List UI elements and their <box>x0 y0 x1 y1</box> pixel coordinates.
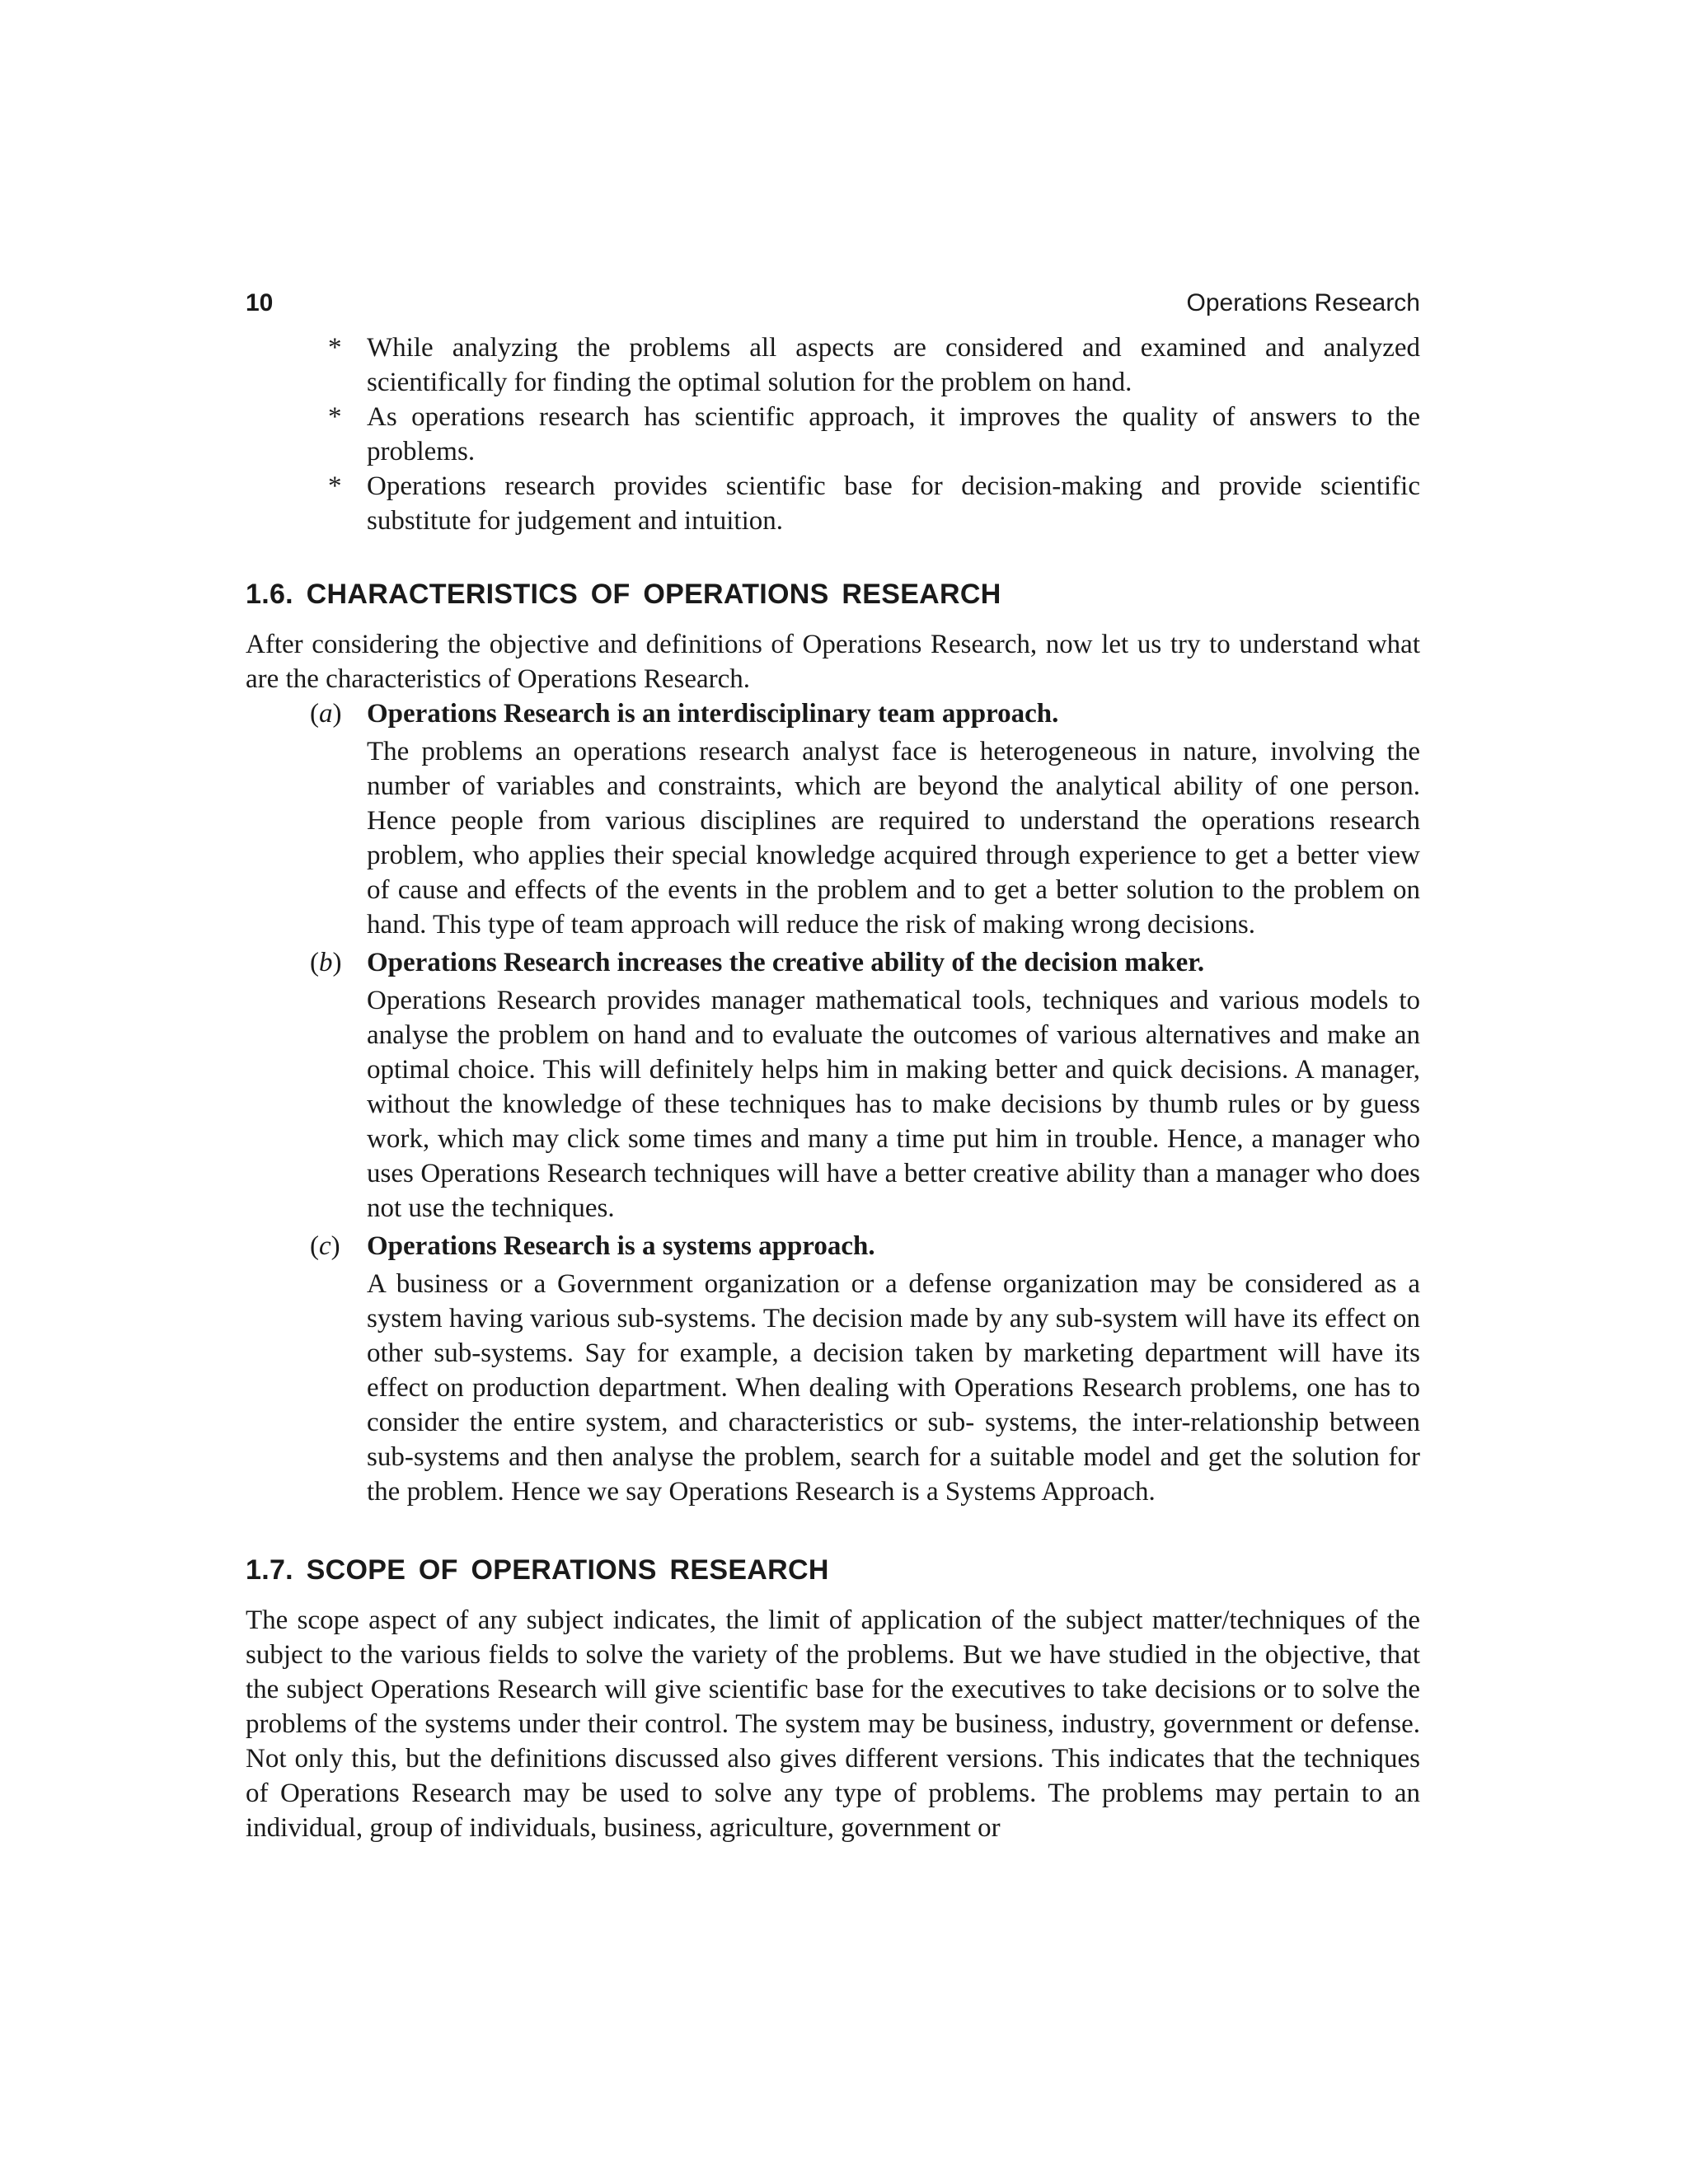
item-text: Operations Research provides manager mathematical tools, techniques and various models to analyse the problem on hand and to evaluate the outcomes of various alternatives and make an optimal choice. This will definitely helps him in making better and quick decisions. A manager, without the knowledge of these techniques has to make decisions by thumb rules or by guess work, which may click some times and many a time put him in trouble. Hence, a manager who uses Operations Research techniques will have a better creative ability than a manager who does not use the techniques. <box>367 986 1420 1223</box>
item-label: (c) <box>310 1231 340 1261</box>
bullet-item <box>246 400 1420 469</box>
bullet-list <box>246 330 1420 538</box>
section-heading-characteristics: 1.6. CHARACTERISTICS OF OPERATIONS RESEARCH <box>246 579 1001 610</box>
characteristic-item <box>246 696 1420 942</box>
bullet-marker: * <box>328 402 342 432</box>
item-title: Operations Research increases the creative ability of the decision maker. <box>367 948 1205 977</box>
page-number: 10 <box>246 289 274 316</box>
bullet-marker: * <box>328 333 342 363</box>
bullet-marker: * <box>328 471 342 501</box>
item-text: A business or a Government organization or a defense organization may be considered as a system having various sub-systems. The decision made by any sub-system will have its effect on other sub-systems. Say for example, a decision taken by marketing department will have its effect on production department. When dealing with Operations Research problems, one has to consider the entire system, and characteristics or sub- systems, the inter-relationship between sub-systems and then analyse the problem, search for a suitable model and get the solution for the problem. Hence we say Operations Research is a Systems Approach. <box>367 1269 1420 1507</box>
section-intro: After considering the objective and definitions of Operations Research, now let us try to understand what are the characteristics of Operations Research. <box>246 630 1420 694</box>
scope-paragraph: The scope aspect of any subject indicates, the limit of application of the subject matter/techniques of the subject to the various fields to solve the variety of the problems. But we have studied in the objective, that the subject Operations Research will give scientific base for the executives to take decisions or to solve the problems of the systems under their control. The system may be business, industry, government or defense. Not only this, but the definitions discussed also gives different versions. This indicates that the techniques of Operations Research may be used to solve any type of problems. The problems may pertain to an individual, group of individuals, business, agriculture, government or <box>246 1605 1420 1843</box>
bullet-text: Operations research provides scientific base for decision-making and provide scientific substitute for judgement and intuition. <box>367 471 1420 536</box>
running-header <box>246 284 1420 322</box>
bullet-item <box>246 469 1420 538</box>
item-text: The problems an operations research analyst face is heterogeneous in nature, involving the number of variables and constraints, which are beyond the analytical ability of one person. Hence people from various disciplines are required to understand the operations research problem, who applies their special knowledge acquired through experience to get a better view of cause and effects of the events in the problem and to get a better solution to the problem on hand. This type of team approach will reduce the risk of making wrong decisions. <box>367 737 1420 940</box>
item-label: (b) <box>310 948 342 977</box>
item-title: Operations Research is an interdisciplinary team approach. <box>367 699 1059 729</box>
page <box>246 284 1420 1845</box>
item-title: Operations Research is a systems approach. <box>367 1231 875 1261</box>
bullet-text: While analyzing the problems all aspects are considered and examined and analyzed scientifically for finding the optimal solution for the problem on hand. <box>367 333 1420 397</box>
characteristics-list <box>246 696 1420 1509</box>
item-label: (a) <box>310 699 342 729</box>
characteristic-item <box>246 945 1420 1226</box>
bullet-text: As operations research has scientific approach, it improves the quality of answers to the problems. <box>367 402 1420 466</box>
section-heading-scope: 1.7. SCOPE OF OPERATIONS RESEARCH <box>246 1554 829 1586</box>
running-title: Operations Research <box>1186 289 1420 316</box>
characteristic-item <box>246 1229 1420 1509</box>
bullet-item <box>246 330 1420 400</box>
